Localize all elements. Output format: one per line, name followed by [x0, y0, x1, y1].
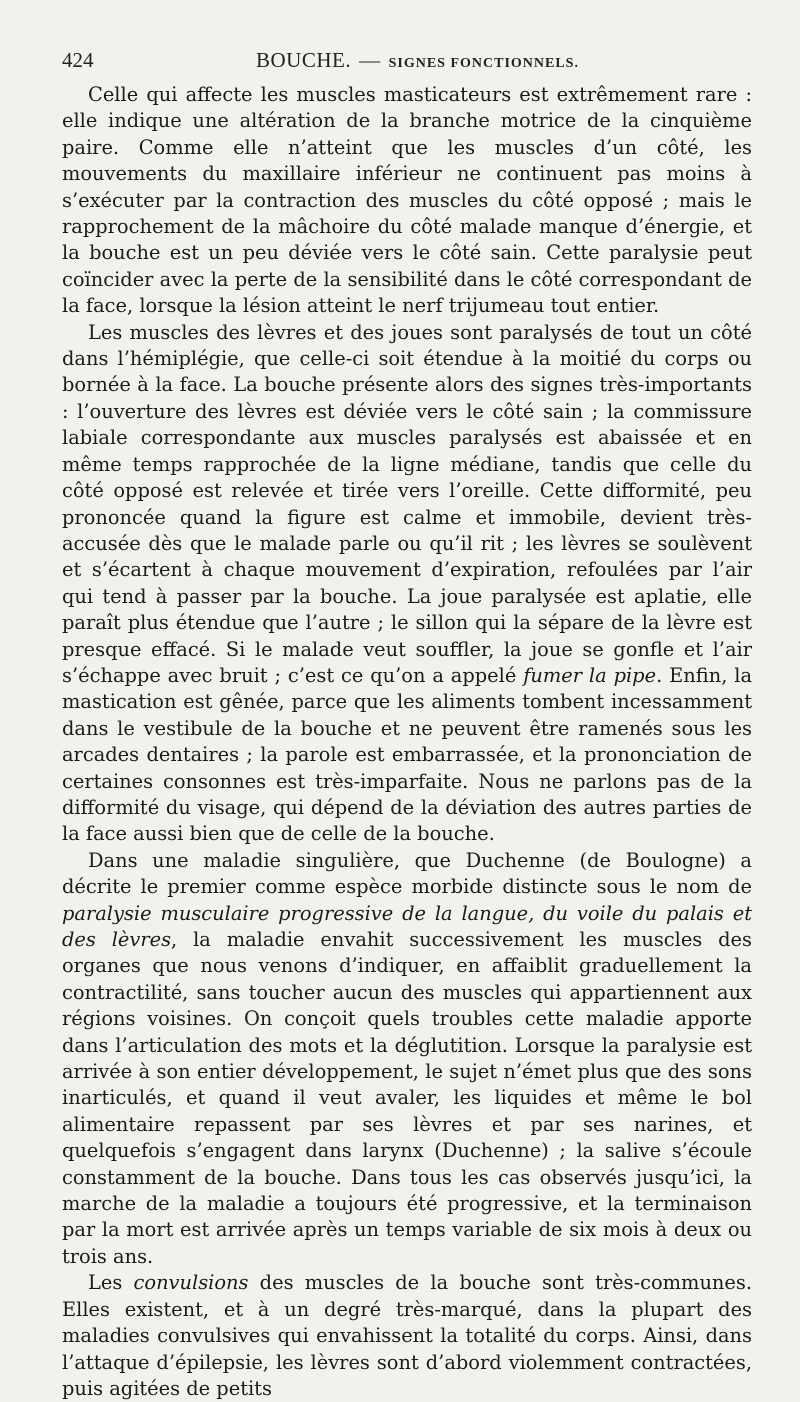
running-title [256, 48, 579, 73]
text-run: des muscles de la bouche sont très-communes. Elles existent, et à un degré très-marqué, dans la plupart des maladies convulsives qui envahissent la totalité du corps. Ainsi, dans l’attaque d’épilepsie, les lèvres sont d’abord violemment contractées, puis agitées de petits [62, 1271, 753, 1400]
text-run: Les muscles des lèvres et des joues sont paralysés de tout un côté dans l’hémiplégie, que celle-ci soit étendue à la moitié du corps ou bornée à la face. La bouche présente alors des signes très-importants : l’ouverture des lèvres est déviée vers le côté sain ; la commissure labiale correspondante aux muscles paralysés est abaissée et en même temps rapprochée de la ligne médiane, tandis que celle du côté opposé est relevée et tirée vers l’oreille. Cette difformité, peu prononcée quand la figure est calme et immobile, devient très-accusée dès que le malade parle ou qu’il rit ; les lèvres se soulèvent et s’écartent à chaque mouvement d’expiration, refoulées par l’air qui tend à passer par la bouche. La joue paralysée est aplatie, elle paraît plus étendue que l’autre ; le sillon qui la sépare de la lèvre est presque effacé. Si le malade veut souffler, la joue se gonfle et l’air s’échappe avec bruit ; c’est ce qu’on a appelé [62, 320, 752, 687]
italic-term: paralysie musculaire progressive de la langue, du voile du palais et des lèvres [62, 901, 752, 951]
text-run: Dans une maladie singulière, que Duchenne (de Boulogne) a décrite le premier comme espèce morbide distincte sous le nom de [62, 848, 752, 899]
text-run: , la maladie envahit successivement les muscles des organes que nous venons d’indiquer, en affaiblit graduellement la contractilité, sans toucher aucun des muscles qui appartiennent aux régions voisines. On conçoit quels troubles cette maladie apporte dans l’articulation des mots et la déglutition. Lorsque la paralysie est arrivée à son entier développement, le sujet n’émet plus que des sons inarticulés, et quand il veut avaler, les liquides et même le bol alimentaire repassent par ses lèvres et par ses narines, et quelquefois s’engagent dans larynx (Duchenne) ; la salive s’écoule constamment de la bouche. Dans tous les cas observés jusqu’ici, la marche de la maladie a toujours été progressive, et la terminaison par la mort est arrivée après un temps variable de six mois à deux ou trois ans. [62, 928, 752, 1268]
italic-term: convulsions [133, 1271, 249, 1295]
running-head [62, 42, 752, 82]
chapter-title: BOUCHE. [256, 48, 352, 72]
title-dash: — [359, 48, 381, 72]
text-run: Les [88, 1271, 134, 1295]
page-number: 424 [62, 48, 94, 72]
paragraph [62, 320, 752, 848]
section-subtitle: SIGNES FONCTIONNELS. [388, 56, 579, 71]
paragraph [62, 848, 752, 1271]
body-text [62, 82, 752, 1402]
paragraph [62, 1270, 752, 1402]
text-run: Celle qui affecte les muscles masticateurs est extrêmement rare : elle indique une altération de la branche motrice de la cinquième paire. Comme elle n’atteint que les muscles d’un côté, les mouvements du maxillaire inférieur ne continuent pas moins à s’exécuter par la contraction des muscles du côté opposé ; mais le rapprochement de la mâchoire du côté malade manque d’énergie, et la bouche est un peu déviée vers le côté sain. Cette paralysie peut coïncider avec la perte de la sensibilité dans le côté correspondant de la face, lorsque la lésion atteint le nerf trijumeau tout entier. [62, 83, 752, 318]
italic-term: fumer la pipe [523, 663, 657, 687]
paragraph [62, 82, 752, 320]
text-run: . Enfin, la mastication est gênée, parce que les aliments tombent incessamment dans le vestibule de la bouche et ne peuvent être ramenés sous les arcades dentaires ; la parole est embarrassée, et la prononciation de certaines consonnes est très-imparfaite. Nous ne parlons pas de la difformité du visage, qui dépend de la déviation des autres parties de la face aussi bien que de celle de la bouche. [62, 663, 753, 846]
